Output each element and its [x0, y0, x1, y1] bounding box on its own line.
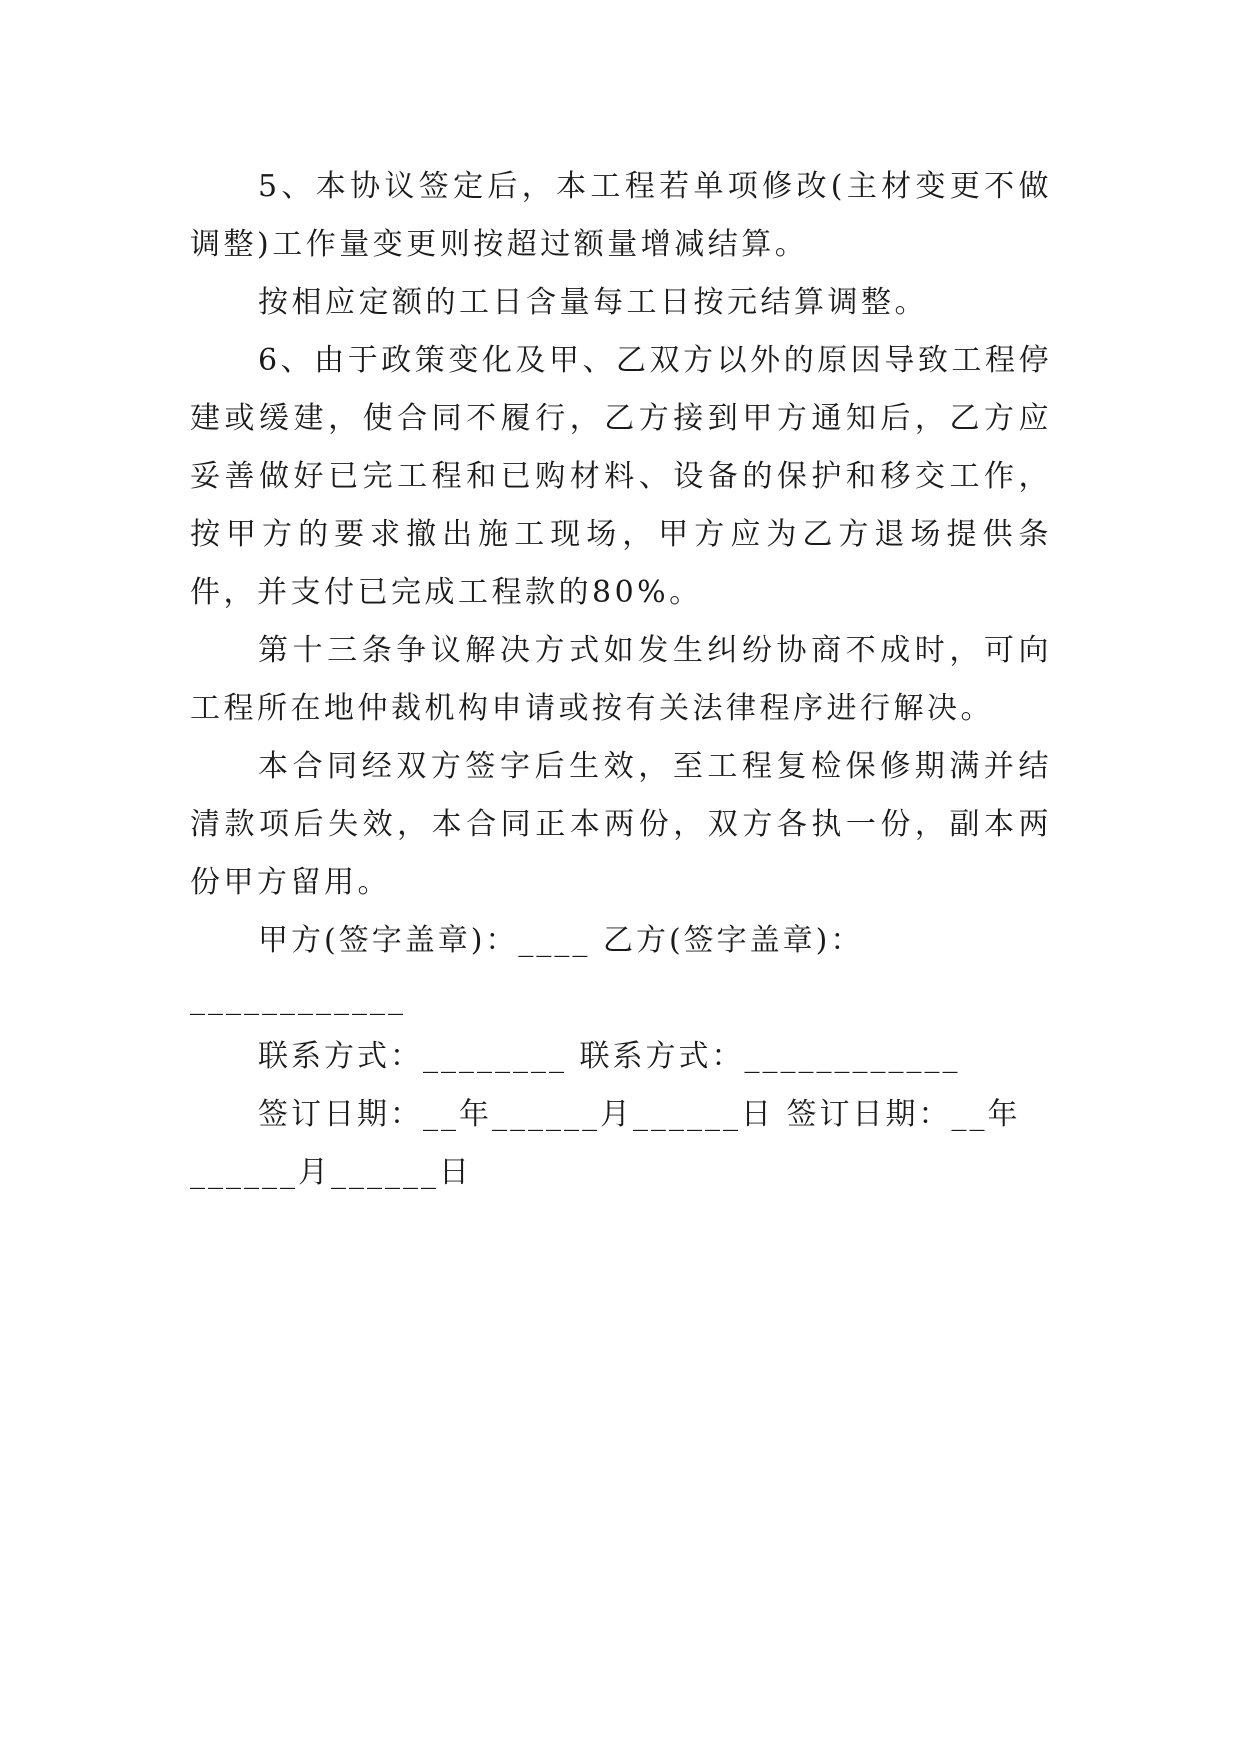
sign-date-line: 签订日期：__年______月______日 签订日期：__年______月______日	[190, 1097, 1021, 1190]
paragraph-contract-effect: 本合同经双方签字后生效，至工程复检保修期满并结清款项后失效，本合同正本两份，双方各执一份，副本两份甲方留用。	[190, 749, 1052, 900]
paragraph-workday-adjustment: 按相应定额的工日含量每工日按元结算调整。	[258, 285, 928, 320]
paragraph-article-13-dispute: 第十三条争议解决方式如发生纠纷协商不成时，可向工程所在地仲裁机构申请或按有关法律程序进行解决。	[190, 633, 1052, 726]
document-body	[190, 158, 1052, 1202]
contact-line: 联系方式：________ 联系方式：____________	[258, 1039, 961, 1074]
signature-line: 甲方(签字盖章)：____ 乙方(签字盖章)：____________	[190, 923, 864, 1016]
paragraph-clause-6: 6、由于政策变化及甲、乙双方以外的原因导致工程停建或缓建，使合同不履行，乙方接到甲方通知后，乙方应妥善做好已完工程和已购材料、设备的保护和移交工作，按甲方的要求撤出施工现场，甲方应为乙方退场提供条件，并支付已完成工程款的80%。	[190, 343, 1052, 610]
paragraph-clause-5: 5、本协议签定后，本工程若单项修改(主材变更不做调整)工作量变更则按超过额量增减结算。	[190, 169, 1052, 262]
